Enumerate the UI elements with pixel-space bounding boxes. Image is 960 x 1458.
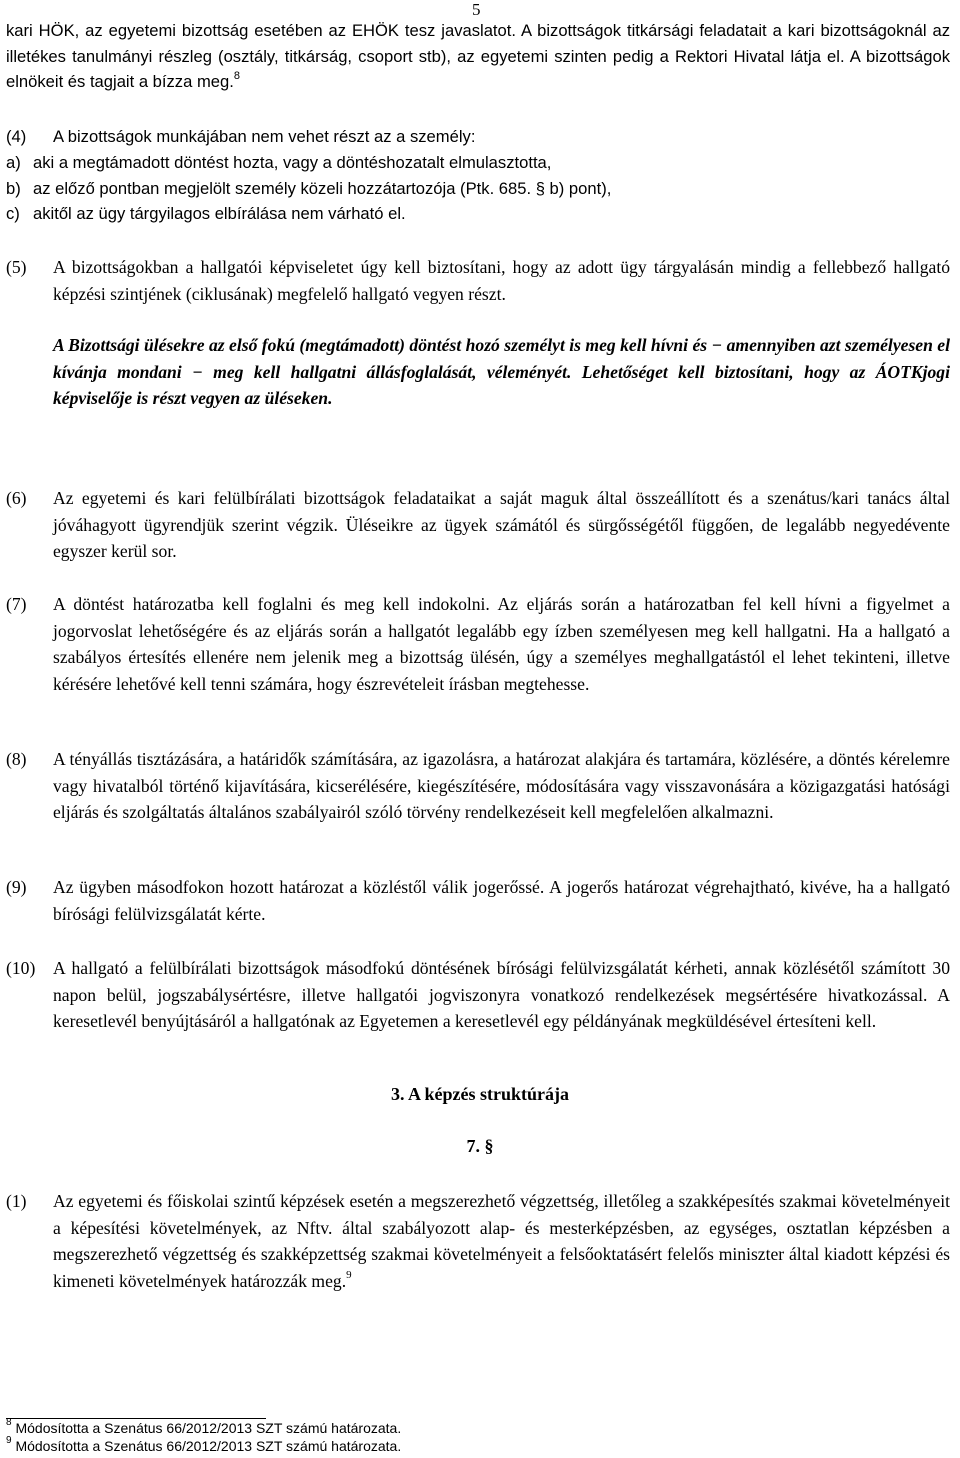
paragraph-number: (1) xyxy=(6,1191,27,1211)
paragraph-number: (5) xyxy=(6,257,27,277)
list-item-label: a) xyxy=(6,153,21,172)
intro-text: kari HÖK, az egyetemi bizottság esetében az EHÖK tesz javaslatot. A bizottságok titkársági feladatait a kari bizottságoknál az illetékes tanulmányi részleg (osztály, titkárság, csoport stb), az egyetemi szinten pedig a Rektori Hivatal látja el. A bizottságok elnökeit és tagjait a bízza meg. xyxy=(6,21,950,92)
list-item xyxy=(6,176,950,202)
paragraph-number: (9) xyxy=(6,877,27,897)
footnote-ref-8: 8 xyxy=(233,69,240,82)
list-item-text: akitől az ügy tárgyilagos elbírálása nem várható el. xyxy=(33,204,406,224)
paragraph-text: Az egyetemi és főiskolai szintű képzések esetén a megszerezhető végzettség, illetőleg a szakképesítés szakmai követelményeit a képesítési követelmények, az Nftv. által szabályozott alap- és mesterképzésben, az egységes, osztatlan képzésben a megszerezhető végzettség és szakképzettség szakmai követelményeit a felsőoktatásért felelős miniszter által kiadott képzési és kimeneti követelmények határozzák meg. xyxy=(53,1191,950,1291)
paragraph-7 xyxy=(6,591,950,697)
paragraph-number: (10) xyxy=(6,958,36,978)
intro-paragraph xyxy=(6,18,950,95)
section-heading: 3. A képzés struktúrája xyxy=(390,1084,569,1104)
paragraph-text: A hallgató a felülbírálati bizottságok másodfokú döntésének bírósági felülvizsgálatát kérheti, annak közlésétől számított 30 napon belül, jogszabálysértésre, illetve hallgatói jogviszonyra vonatkozó rendelkezések megsértésére hivatkozással. A keresetlevél benyújtásáról a hallgatónak az Egyetemen a keresetlevél egy példányának megküldésével értesíteni kell. xyxy=(53,958,950,1032)
emphasis-paragraph: A Bizottsági ülésekre az első fokú (megtámadott) döntést hozó személyt is meg kell hívni és − amennyiben azt személyesen el kívánja mondani − meg kell hallgatni állásfoglalását, véleményét. Lehetőséget kell biztosítani, hogy az ÁOTKjogi képviselője is részt vegyen az üléseken. xyxy=(53,335,950,409)
list-item-label: b) xyxy=(6,178,21,198)
exclusion-list xyxy=(6,150,950,227)
paragraph-1-structure xyxy=(6,1188,950,1294)
paragraph-number: (4) xyxy=(6,127,27,146)
footnote-text: Módosította a Szenátus 66/2012/2013 SZT számú határozata. xyxy=(11,1438,402,1454)
paragraph-text: Az ügyben másodfokon hozott határozat a közléstől válik jogerőssé. A jogerős határozat végrehajtható, kivéve, ha a hallgató bírósági felülvizsgálatát kérte. xyxy=(53,877,950,924)
paragraph-5 xyxy=(6,254,950,307)
paragraph-9 xyxy=(6,874,950,927)
paragraph-text: Az egyetemi és kari felülbírálati bizottságok feladataikat a saját maguk által összeállított és a szenátus/kari tanács által jóváhagyott ügyrendjük szerint végzik. Üléseikre az ügyek számától és sürgősségétől függően, de legalább negyedévente egyszer kerül sor. xyxy=(53,488,950,562)
list-item xyxy=(6,150,950,176)
list-item-text: az előző pontban megjelölt személy közeli hozzátartozója (Ptk. 685. § b) pont), xyxy=(33,178,612,198)
paragraph-8 xyxy=(6,746,950,826)
paragraph-10 xyxy=(6,955,950,1035)
footnote-divider xyxy=(6,1418,266,1419)
footnote-ref-9: 9 xyxy=(346,1268,352,1281)
paragraph-6 xyxy=(6,485,950,565)
page-number: 5 xyxy=(472,0,481,19)
list-item xyxy=(6,201,950,227)
paragraph-number: (6) xyxy=(6,488,27,508)
footnote-mark: 8 xyxy=(6,1417,12,1429)
paragraph-text: A döntést határozatba kell foglalni és meg kell indokolni. Az eljárás során a határozatban fel kell hívni a figyelmet a jogorvoslat lehetőségére és az eljárás során a hallgatót legalább egy ízben személyesen meg kell hallgatni. Ha a hallgató a szabályos értesítés ellenére nem jelenik meg a bizottság ülésén, úgy a személyes meghallgatástól el lehet tekinteni, illetve kérésére lehetővé kell tenni számára, hogy észrevételeit írásban megtehesse. xyxy=(53,594,950,694)
list-item-label: c) xyxy=(6,204,20,224)
footnote-mark: 9 xyxy=(6,1435,12,1447)
paragraph-number: (7) xyxy=(6,594,27,614)
list-item-text: aki a megtámadott döntést hozta, vagy a döntéshozatalt elmulasztotta, xyxy=(33,153,552,172)
footnote-8 xyxy=(6,1417,402,1436)
paragraph-text: A bizottságokban a hallgatói képviseletet úgy kell biztosítani, hogy az adott ügy tárgyalásán mindig a fellebbező hallgató képzési szintjének (ciklusának) megfelelő hallgató vegyen részt. xyxy=(53,257,950,304)
paragraph-text: A bizottságok munkájában nem vehet részt az a személy: xyxy=(53,127,476,146)
footnote-text: Módosította a Szenátus 66/2012/2013 SZT számú határozata. xyxy=(15,1420,402,1436)
paragraph-text: A tényállás tisztázására, a határidők számítására, az igazolásra, a határozat alakjára és tartamára, közlésére, a döntés kérelemre vagy hivatalból történő kijavítására, kicserélésére, kiegészítésére, módosítására vagy visszavonására a közigazgatási hatósági eljárás és szolgáltatás általános szabályairól szóló törvény rendelkezéseit kell megfelelően alkalmazni. xyxy=(53,749,950,823)
paragraph-number: (8) xyxy=(6,749,27,769)
article-heading: 7. § xyxy=(466,1136,494,1156)
footnote-9 xyxy=(6,1435,402,1454)
paragraph-4 xyxy=(6,124,950,150)
